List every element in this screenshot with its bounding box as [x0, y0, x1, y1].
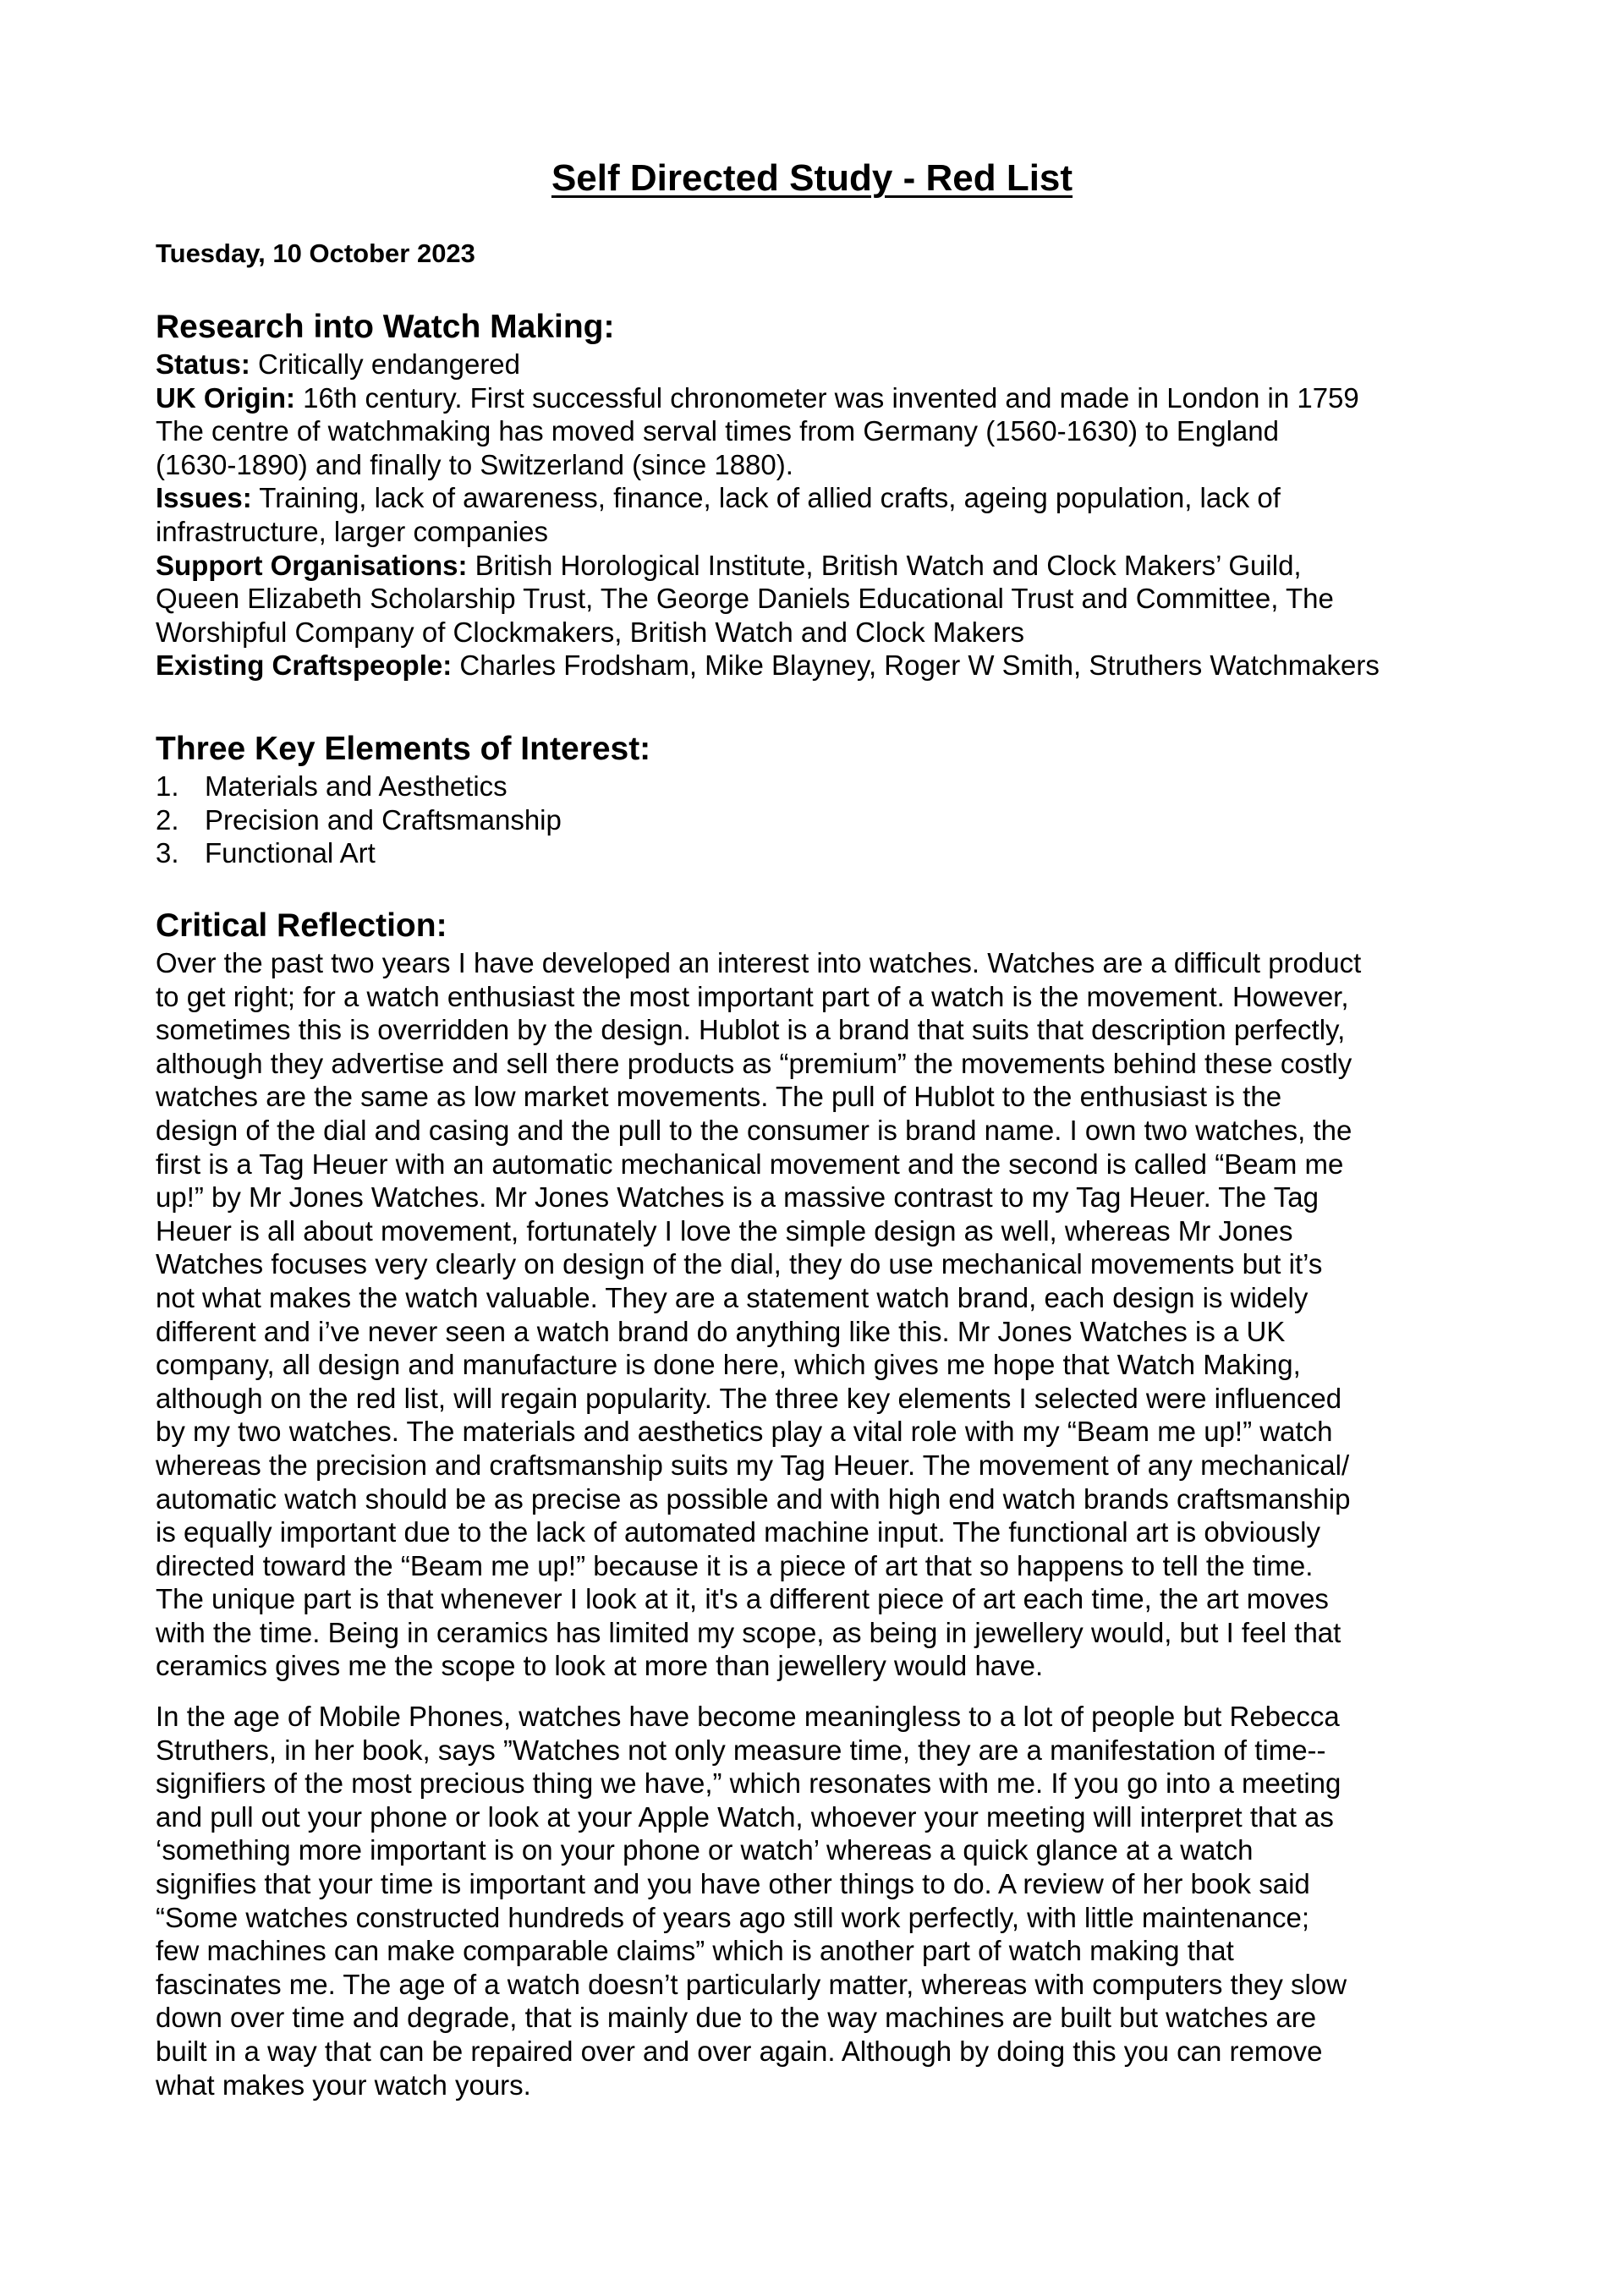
issues-value: Training, lack of awareness, finance, lack of allied crafts, ageing population, lack of	[251, 482, 1281, 514]
elements-heading: Three Key Elements of Interest:	[156, 731, 651, 767]
status-label: Status:	[156, 348, 250, 380]
support-value: British Horological Institute, British Watch and Clock Makers’ Guild,	[467, 549, 1302, 581]
paragraph-line: ‘something more important is on your phone or watch’ whereas a quick glance at a watch	[156, 1834, 1254, 1866]
paragraph-line: what makes your watch yours.	[156, 2069, 531, 2101]
list-number: 1.	[156, 770, 179, 802]
origin-line	[156, 381, 1492, 415]
paragraph-line: whereas the precision and craftsmanship suits my Tag Heuer. The movement of any mechanical/	[156, 1449, 1350, 1481]
list-item	[156, 836, 1492, 870]
paragraph-line: although they advertise and sell there products as “premium” the movements behind these costly	[156, 1047, 1352, 1079]
paragraph-line: “Some watches constructed hundreds of years ago still work perfectly, with little maintenance;	[156, 1901, 1310, 1933]
document-date: Tuesday, 10 October 2023	[156, 238, 475, 268]
research-section	[156, 307, 1492, 682]
paragraph-line: Heuer is all about movement, fortunately I love the simple design as well, whereas Mr Jones	[156, 1214, 1293, 1247]
paragraph-line: although on the red list, will regain popularity. The three key elements I selected were influenced	[156, 1382, 1342, 1414]
paragraph-line: fascinates me. The age of a watch doesn’t particularly matter, whereas with computers they slow	[156, 1968, 1347, 2000]
origin-line-3: (1630-1890) and finally to Switzerland (since 1880).	[156, 448, 793, 480]
paragraph-line: The unique part is that whenever I look at it, it's a different piece of art each time, the art moves	[156, 1583, 1329, 1615]
paragraph-line: different and i’ve never seen a watch brand do anything like this. Mr Jones Watches is a UK	[156, 1315, 1286, 1347]
paragraph-line: first is a Tag Heuer with an automatic mechanical movement and the second is called “Beam me	[156, 1148, 1344, 1180]
issues-label: Issues:	[156, 482, 252, 514]
elements-section	[156, 729, 1492, 870]
support-line-2: Queen Elizabeth Scholarship Trust, The George Daniels Educational Trust and Committee, The	[156, 583, 1334, 615]
list-number: 3.	[156, 837, 179, 869]
paragraph-line: ceramics gives me the scope to look at more than jewellery would have.	[156, 1650, 1044, 1682]
paragraph-line: Over the past two years I have developed an interest into watches. Watches are a difficult product	[156, 947, 1362, 978]
status-line	[156, 348, 1492, 381]
research-heading: Research into Watch Making:	[156, 309, 615, 345]
paragraph-line: In the age of Mobile Phones, watches have become meaningless to a lot of people but Rebecca	[156, 1701, 1340, 1732]
document-title: Self Directed Study - Red List	[551, 157, 1073, 199]
paragraph-line: company, all design and manufacture is done here, which gives me hope that Watch Making,	[156, 1349, 1301, 1381]
support-line	[156, 549, 1492, 583]
list-number: 2.	[156, 803, 179, 836]
list-item	[156, 770, 1492, 803]
reflection-paragraph-1	[156, 946, 1492, 1683]
paragraph-line: up!” by Mr Jones Watches. Mr Jones Watches is a massive contrast to my Tag Heuer. The Tag	[156, 1181, 1319, 1214]
paragraph-line: Watches focuses very clearly on design of the dial, they do use mechanical movements but it’s	[156, 1248, 1323, 1280]
paragraph-line: is equally important due to the lack of automated machine input. The functional art is obviously	[156, 1516, 1321, 1548]
paragraph-line: automatic watch should be as precise as possible and with high end watch brands craftsmanship	[156, 1482, 1351, 1515]
issues-line	[156, 481, 1492, 515]
origin-line-2: The centre of watchmaking has moved serval times from Germany (1560-1630) to England	[156, 415, 1279, 447]
paragraph-line: sometimes this is overridden by the design. Hublot is a brand that suits that description perfectly,	[156, 1014, 1346, 1046]
paragraph-line: signifies that your time is important and you have other things to do. A review of her book said	[156, 1867, 1310, 1899]
paragraph-line: built in a way that can be repaired over and over again. Although by doing this you can remove	[156, 2035, 1323, 2067]
paragraph-line: design of the dial and casing and the pull to the consumer is brand name. I own two watches, the	[156, 1114, 1352, 1146]
reflection-heading: Critical Reflection:	[156, 907, 447, 944]
paragraph-line: not what makes the watch valuable. They are a statement watch brand, each design is widely	[156, 1281, 1309, 1313]
paragraph-line: Struthers, in her book, says ”Watches not only measure time, they are a manifestation of time--	[156, 1734, 1326, 1766]
paragraph-line: few machines can make comparable claims” which is another part of watch making that	[156, 1935, 1234, 1967]
paragraph-line: watches are the same as low market movements. The pull of Hublot to the enthusiast is the	[156, 1081, 1282, 1113]
paragraph-line: to get right; for a watch enthusiast the most important part of a watch is the movement. However,	[156, 980, 1349, 1012]
craftspeople-label: Existing Craftspeople:	[156, 649, 453, 682]
list-item	[156, 803, 1492, 837]
origin-label: UK Origin:	[156, 381, 295, 414]
craftspeople-value: Charles Frodsham, Mike Blayney, Roger W Smith, Struthers Watchmakers	[452, 649, 1380, 682]
reflection-paragraph-2	[156, 1700, 1492, 2101]
origin-value: 16th century. First successful chronometer was invented and made in London in 1759	[294, 381, 1359, 414]
list-text: Functional Art	[205, 837, 376, 869]
status-value: Critically endangered	[250, 348, 521, 380]
paragraph-line: with the time. Being in ceramics has limited my scope, as being in jewellery would, but I feel that	[156, 1616, 1341, 1648]
paragraph-line: signifiers of the most precious thing we have,” which resonates with me. If you go into a meeting	[156, 1767, 1341, 1800]
issues-line-2: infrastructure, larger companies	[156, 515, 549, 547]
list-text: Materials and Aesthetics	[205, 770, 508, 802]
support-line-3: Worshipful Company of Clockmakers, British Watch and Clock Makers	[156, 616, 1024, 648]
reflection-section	[156, 906, 1492, 1683]
paragraph-line: down over time and degrade, that is mainly due to the way machines are built but watches are	[156, 2002, 1317, 2034]
craftspeople-line	[156, 649, 1492, 682]
paragraph-line: directed toward the “Beam me up!” because it is a piece of art that so happens to tell the time.	[156, 1549, 1314, 1581]
list-text: Precision and Craftsmanship	[205, 803, 562, 836]
paragraph-line: and pull out your phone or look at your Apple Watch, whoever your meeting will interpret that as	[156, 1800, 1334, 1833]
support-label: Support Organisations:	[156, 549, 468, 581]
paragraph-line: by my two watches. The materials and aesthetics play a vital role with my “Beam me up!” watch	[156, 1416, 1333, 1448]
